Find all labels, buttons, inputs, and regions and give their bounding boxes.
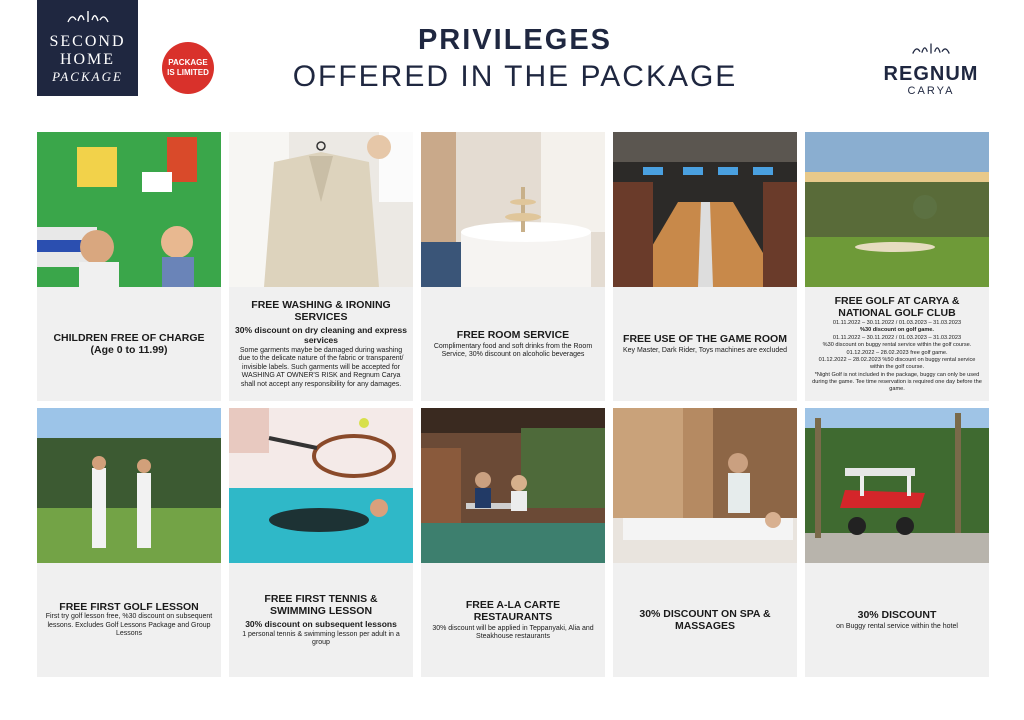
card-title: FREE WASHING & IRONING SERVICES <box>251 298 391 323</box>
card-title: 30% DISCOUNT <box>857 608 937 621</box>
crown-icon <box>37 10 138 29</box>
badge-line-2: IS LIMITED <box>167 68 209 77</box>
privilege-card <box>805 132 989 401</box>
brand-sub: CARYA <box>907 85 955 97</box>
privilege-card <box>421 132 605 401</box>
card-body: Some garments maybe be damaged during washing due to the delicate nature of the fabric or transparent/ invisible labels. Such garments will be accepted for WASHING AT OWNER'S RISK and Regnum Carya shall not accept any responsibility for any damages. <box>238 346 404 388</box>
card-body: Complimentary food and soft drinks from the Room Service, 30% discount on alcoholic beverages <box>433 342 593 358</box>
card-body: Key Master, Dark Rider, Toys machines are excluded <box>622 346 788 354</box>
privilege-card <box>613 132 797 401</box>
card-line: %30 discount on buggy rental service within the golf course. <box>822 342 972 348</box>
card-title: 30% DISCOUNT ON SPA & MASSAGES <box>639 608 771 632</box>
game-room-photo <box>613 132 797 287</box>
logo-line-1: SECOND <box>49 33 126 50</box>
page-title: PRIVILEGES <box>417 24 613 56</box>
card-body: on Buggy rental service within the hotel <box>836 622 958 630</box>
privilege-card <box>37 408 221 677</box>
second-home-package-logo <box>37 0 138 96</box>
card-line: 01.11.2022 – 30.11.2022 / 01.03.2023 – 31.03.2023 <box>832 320 962 326</box>
privilege-card <box>229 408 413 677</box>
logo-line-2: HOME <box>59 51 116 68</box>
card-title: FREE FIRST TENNIS & SWIMMING LESSON <box>264 592 378 617</box>
card-title: FREE FIRST GOLF LESSON <box>59 601 199 614</box>
privilege-card <box>613 408 797 677</box>
brand-name: REGNUM <box>883 63 979 85</box>
card-body: 1 personal tennis & swimming lesson per adult in a group <box>242 630 400 646</box>
privilege-card <box>37 132 221 401</box>
tennis-swimming-photo <box>229 408 413 563</box>
card-line: 01.12.2022 – 28.02.2023 free golf game. <box>846 350 948 356</box>
card-line: 01.11.2022 – 30.11.2022 / 01.03.2023 – 31.03.2023 <box>832 335 962 341</box>
golf-lesson-photo <box>37 408 221 563</box>
room-service-photo <box>421 132 605 287</box>
restaurant-photo <box>421 408 605 563</box>
card-body: First try golf lesson free, %30 discount on subsequent lessons. Excludes Golf Lessons Package and Group Lessons <box>45 613 213 638</box>
card-subtitle: (Age 0 to 11.99) <box>90 344 168 356</box>
laundry-photo <box>229 132 413 287</box>
card-title: FREE GOLF AT CARYA & NATIONAL GOLF CLUB <box>834 295 960 319</box>
card-body: 30% discount will be applied in Teppanyaki, Alia and Steakhouse restaurants <box>432 624 594 640</box>
page-subtitle: OFFERED IN THE PACKAGE <box>292 60 738 93</box>
spa-photo <box>613 408 797 563</box>
card-title: FREE USE OF THE GAME ROOM <box>623 332 787 345</box>
card-title: CHILDREN FREE OF CHARGE <box>53 332 205 344</box>
golf-buggy-photo <box>805 408 989 563</box>
logo-line-3: PACKAGE <box>52 69 123 84</box>
card-subtitle: 30% discount on dry cleaning and express services <box>235 324 407 345</box>
privilege-card <box>229 132 413 401</box>
card-line: %30 discount on golf game. <box>860 327 934 333</box>
privilege-card <box>421 408 605 677</box>
package-limited-badge <box>162 42 214 94</box>
card-subtitle: 30% discount on subsequent lessons <box>245 618 397 629</box>
crown-icon <box>910 43 952 60</box>
badge-line-1: PACKAGE <box>168 58 208 67</box>
card-line: 01.12.2022 – 28.02.2023 %50 discount on buggy rental service within the golf course. <box>818 357 976 370</box>
privilege-card <box>805 408 989 677</box>
card-line: *Night Golf is not included in the package, buggy can only be used during the game. Tee time reservation is required one day before the game. <box>812 372 982 392</box>
card-title: FREE ROOM SERVICE <box>456 328 570 341</box>
children-photo <box>37 132 221 287</box>
card-title: FREE A-LA CARTE RESTAURANTS <box>465 598 561 623</box>
regnum-carya-logo <box>866 42 996 97</box>
golf-course-photo <box>805 132 989 287</box>
